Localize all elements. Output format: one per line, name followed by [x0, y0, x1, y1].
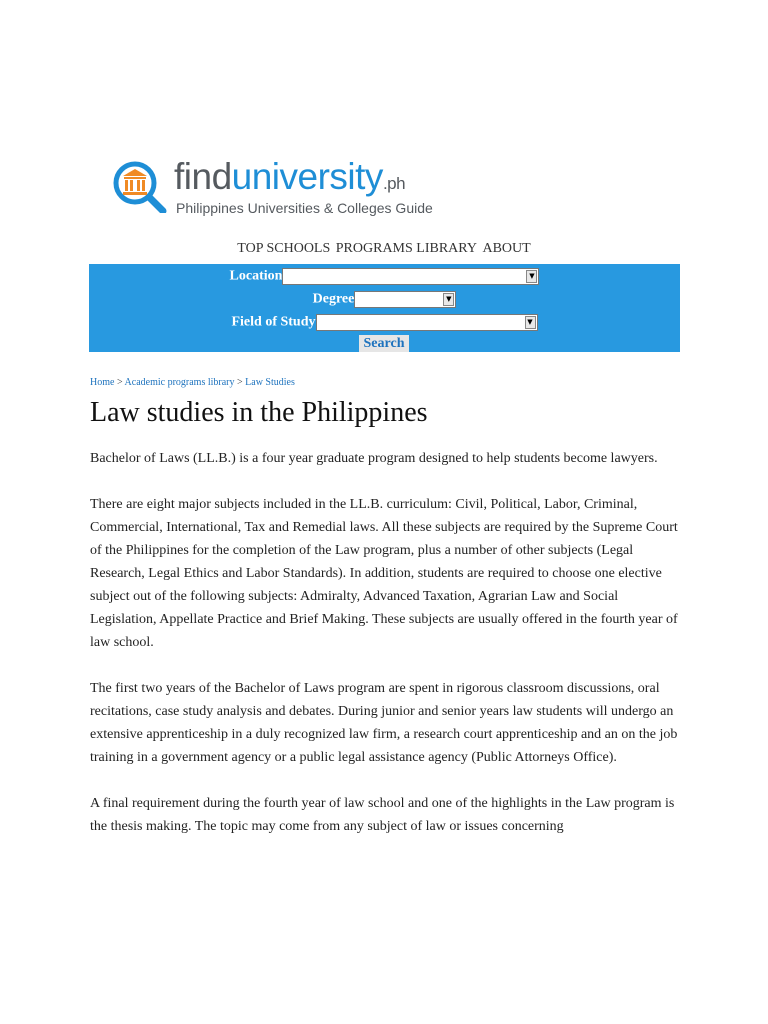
paragraph: Bachelor of Laws (LL.B.) is a four year graduate program designed to help students become lawyers. [90, 451, 658, 466]
chevron-down-icon: ▼ [525, 316, 536, 329]
page-title: Law studies in the Philippines [90, 397, 428, 428]
breadcrumb-separator: > [116, 377, 123, 388]
degree-select[interactable] [354, 291, 456, 308]
top-navigation [0, 241, 768, 257]
paragraph: A final requirement during the fourth year of law school and one of the highlights in the Law program is the thesis making. The topic may come from any subject of law or issues concerning [90, 796, 675, 834]
location-row [89, 268, 680, 285]
logo-suffix: .ph [382, 174, 406, 193]
breadcrumb-law-studies[interactable]: Law Studies [245, 377, 295, 388]
degree-row [89, 291, 680, 308]
degree-label: Degree [312, 291, 355, 307]
chevron-down-icon: ▼ [526, 270, 537, 283]
location-label: Location [229, 268, 283, 284]
search-button[interactable]: Search [359, 335, 409, 352]
logo-word-university: university [231, 156, 383, 197]
nav-programs-library[interactable]: PROGRAMS LIBRARY [335, 241, 477, 256]
breadcrumb [90, 377, 295, 388]
field-of-study-label: Field of Study [231, 314, 316, 330]
breadcrumb-home[interactable]: Home [90, 377, 115, 388]
logo-word-find: find [174, 156, 232, 197]
location-select[interactable] [282, 268, 539, 285]
paragraph: There are eight major subjects included in the LL.B. curriculum: Civil, Political, Labor, Criminal, Commercial, International, Tax and Remedial laws. All these subjects are required by the Supreme Court of the Philippines for the completion of the Law program, plus a number of other subjects (Legal Research, Legal Ethics and Labor Standards). In addition, students are required to choose one elective subject out of the following subjects: Admiralty, Advanced Taxation, Agrarian Law and Social Legislation, Appellate Practice and Brief Making. These subjects are usually offered in the fourth year of law school. [90, 497, 678, 650]
logo-tagline: Philippines Universities & Colleges Guide [176, 200, 433, 216]
field-row [89, 314, 680, 331]
paragraph: The first two years of the Bachelor of Laws program are spent in rigorous classroom discussions, oral recitations, case study analysis and debates. During junior and senior years law students will undergo an extensive apprenticeship in a duly recognized law firm, a research court apprenticeship and an on the job training in a government agency or a public legal assistance agency (Public Attorneys Office). [90, 681, 678, 765]
chevron-down-icon: ▼ [443, 293, 454, 306]
logo-wordmark [174, 155, 405, 206]
breadcrumb-programs-library[interactable]: Academic programs library [124, 377, 235, 388]
field-of-study-select[interactable] [316, 314, 538, 331]
article-body [90, 447, 680, 861]
nav-about[interactable]: ABOUT [482, 241, 531, 256]
breadcrumb-separator: > [237, 377, 243, 388]
nav-top-schools[interactable]: TOP SCHOOLS [237, 241, 331, 256]
site-logo[interactable] [113, 156, 433, 221]
magnifier-university-icon [113, 161, 171, 213]
